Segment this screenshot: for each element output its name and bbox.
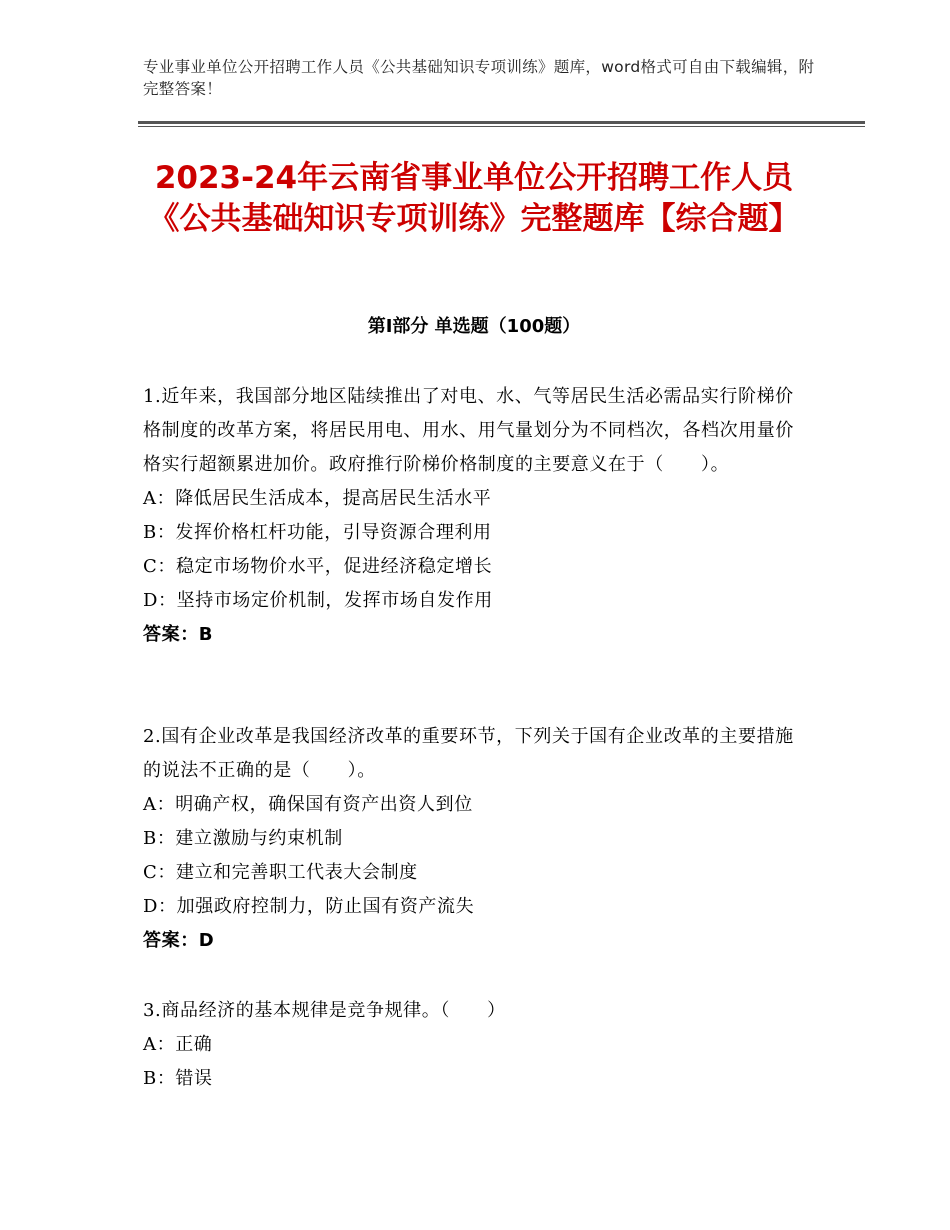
option-b: B：建立激励与约束机制	[143, 828, 343, 849]
option-c: C：稳定市场物价水平，促进经济稳定增长	[143, 556, 493, 577]
option-b: B：错误	[143, 1068, 213, 1089]
option-c: C：建立和完善职工代表大会制度	[143, 862, 418, 883]
question-2	[143, 720, 803, 958]
option-d: D：加强政府控制力，防止国有资产流失	[143, 896, 475, 917]
question-1	[143, 380, 803, 652]
question-stem: 2.国有企业改革是我国经济改革的重要环节，下列关于国有企业改革的主要措施的说法不正确的是（ ）。	[143, 726, 794, 781]
option-b: B：发挥价格杠杆功能，引导资源合理利用	[143, 522, 492, 543]
question-stem: 3.商品经济的基本规律是竞争规律。（ ）	[143, 1000, 506, 1021]
answer: 答案：D	[143, 930, 215, 951]
option-a: A：正确	[143, 1034, 213, 1055]
header-divider-thin	[138, 126, 865, 127]
option-a: A：明确产权，确保国有资产出资人到位	[143, 794, 473, 815]
header-note: 专业事业单位公开招聘工作人员《公共基础知识专项训练》题库，word格式可自由下载编辑，附完整答案！	[143, 58, 815, 98]
question-stem: 1.近年来，我国部分地区陆续推出了对电、水、气等居民生活必需品实行阶梯价格制度的改革方案，将居民用电、用水、用气量划分为不同档次，各档次用量价格实行超额累进加价。政府推行阶梯价格制度的主要意义在于（ ）。	[143, 386, 794, 475]
question-3	[143, 994, 803, 1096]
header-divider	[138, 121, 865, 124]
section-heading: 第Ⅰ部分 单选题（100题）	[367, 316, 581, 337]
document-title: 2023-24年云南省事业单位公开招聘工作人员《公共基础知识专项训练》完整题库【综合题】	[148, 160, 800, 237]
answer: 答案：B	[143, 624, 214, 645]
option-a: A：降低居民生活成本，提高居民生活水平	[143, 488, 492, 509]
option-d: D：坚持市场定价机制，发挥市场自发作用	[143, 590, 493, 611]
